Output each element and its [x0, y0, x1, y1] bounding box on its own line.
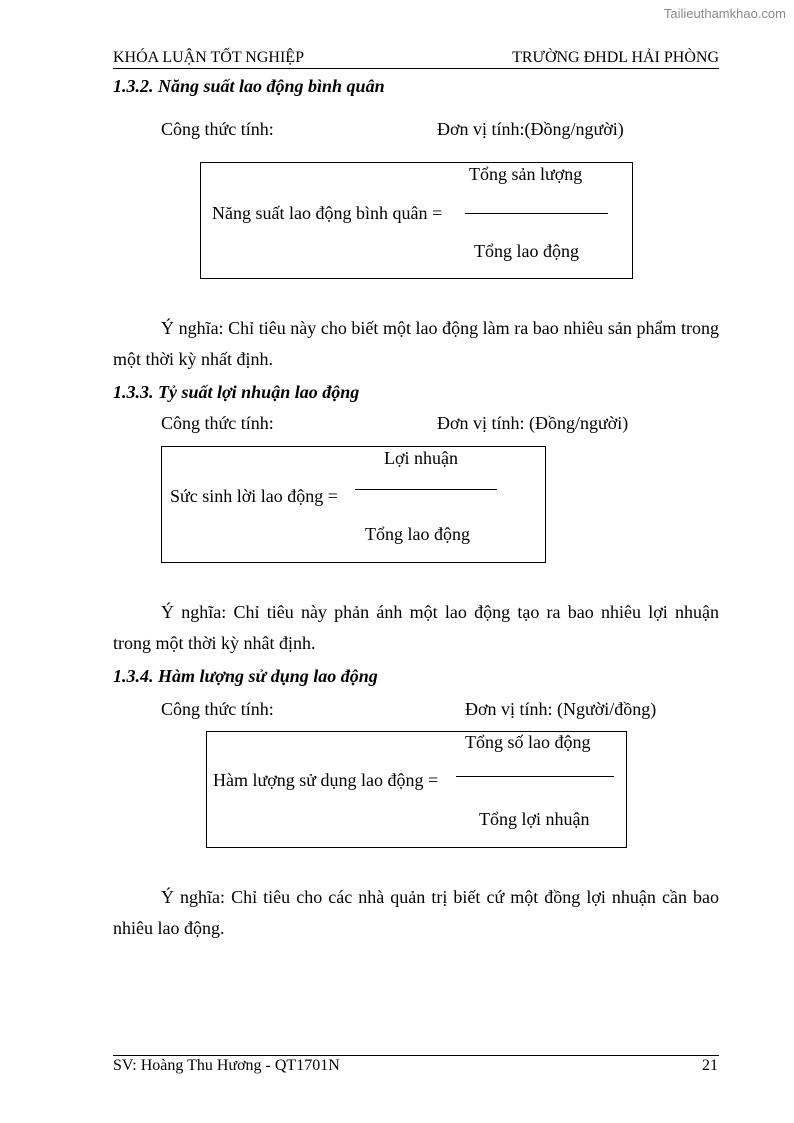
unit-label: Đơn vị tính: (Đồng/người): [437, 413, 629, 433]
footer-student: SV: Hoàng Thu Hương - QT1701N: [113, 1057, 340, 1074]
formula-label: Công thức tính:: [161, 413, 274, 433]
formula-box: [206, 731, 627, 848]
header-left: KHÓA LUẬN TỐT NGHIỆP: [113, 49, 304, 66]
fraction-bar: [456, 776, 614, 777]
unit-label: Đơn vị tính: (Người/đồng): [465, 699, 657, 719]
unit-label: Đơn vị tính:(Đồng/người): [437, 119, 624, 139]
formula-label: Công thức tính:: [161, 119, 274, 139]
formula-box: [200, 162, 633, 279]
header-right: TRƯỜNG ĐHDL HẢI PHÒNG: [512, 49, 719, 66]
meaning-paragraph: Ý nghĩa: Chỉ tiêu cho các nhà quản trị biết cứ một đồng lợi nhuận cần bao nhiêu lao động.: [113, 887, 719, 938]
formula-box: [161, 446, 546, 563]
fraction-bar: [465, 213, 608, 214]
formula-numerator: Lợi nhuận: [384, 448, 459, 468]
meaning-paragraph: Ý nghĩa: Chỉ tiêu này cho biết một lao động làm ra bao nhiêu sản phẩm trong một thời kỳ nhất định.: [113, 318, 719, 369]
formula-lhs: Hàm lượng sử dụng lao động =: [213, 770, 439, 790]
watermark: Tailieuthamkhao.com: [663, 6, 786, 21]
page-number: 21: [702, 1057, 718, 1074]
formula-numerator: Tổng số lao động: [465, 732, 591, 752]
formula-label: Công thức tính:: [161, 699, 274, 719]
formula-denominator: Tổng lao động: [474, 241, 579, 261]
section-heading-1-3-3: 1.3.3. Tỷ suất lợi nhuận lao động: [113, 382, 360, 402]
footer-divider: [113, 1055, 719, 1056]
formula-denominator: Tổng lao động: [365, 524, 470, 544]
formula-numerator: Tổng sản lượng: [469, 164, 583, 184]
section-heading-1-3-2: 1.3.2. Năng suất lao động bình quân: [113, 76, 385, 96]
header-divider: [113, 68, 719, 69]
formula-denominator: Tổng lợi nhuận: [479, 809, 590, 829]
section-heading-1-3-4: 1.3.4. Hàm lượng sử dụng lao động: [113, 666, 378, 686]
meaning-paragraph: Ý nghĩa: Chỉ tiêu này phản ánh một lao động tạo ra bao nhiêu lợi nhuận trong một thời kỳ nhât định.: [113, 602, 719, 653]
formula-lhs: Năng suất lao động bình quân =: [212, 203, 443, 223]
formula-lhs: Sức sinh lời lao động =: [170, 486, 338, 506]
fraction-bar: [355, 489, 497, 490]
